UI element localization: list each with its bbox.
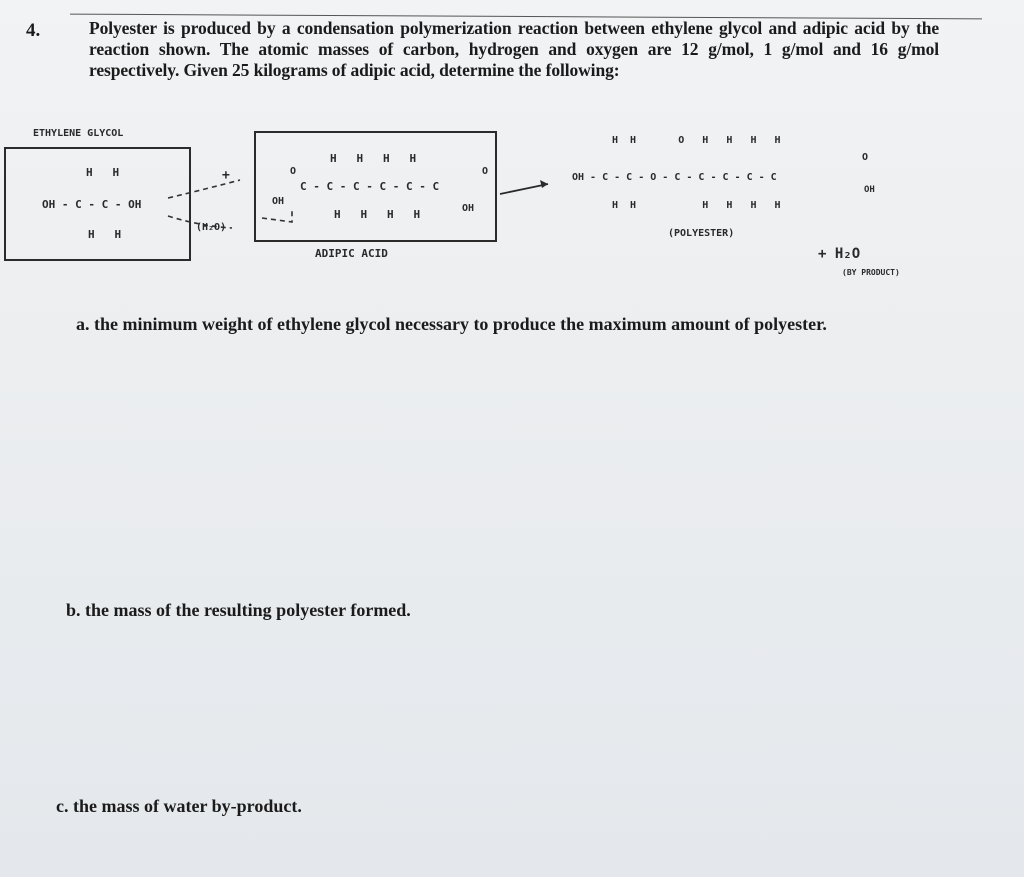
adipic-acid-right-o: O bbox=[482, 166, 489, 177]
part-c-text: the mass of water by-product. bbox=[73, 796, 302, 816]
ethylene-glycol-chain: OH - C - C - OH bbox=[42, 198, 142, 211]
adipic-acid-bottom-h: H H H H bbox=[334, 208, 421, 221]
polyester-top-atoms: H H O H H H H bbox=[612, 135, 781, 146]
part-c-label: c. bbox=[56, 796, 69, 816]
adipic-acid-right-oh: OH bbox=[462, 203, 475, 214]
ethylene-glycol-label: ETHYLENE GLYCOL bbox=[33, 128, 124, 139]
reaction-arrow-line bbox=[500, 184, 548, 194]
plus-sign: + bbox=[222, 168, 230, 183]
adipic-acid-chain: C - C - C - C - C - C bbox=[300, 180, 440, 193]
adipic-acid-left-o: O bbox=[290, 166, 297, 177]
ethylene-glycol-top-h: H H bbox=[86, 166, 120, 179]
part-b bbox=[66, 600, 411, 621]
adipic-acid-label: ADIPIC ACID bbox=[315, 247, 388, 260]
part-a-label: a. bbox=[76, 314, 90, 334]
adipic-acid-top-h: H H H H bbox=[330, 152, 417, 165]
part-b-label: b. bbox=[66, 600, 81, 620]
water-removed-note: (H₂O) bbox=[196, 222, 227, 233]
polyester-label: (POLYESTER) bbox=[668, 228, 735, 239]
adipic-acid-left-oh: OH bbox=[272, 196, 285, 207]
polyester-bottom-atoms: H H H H H H bbox=[612, 200, 781, 211]
polyester-end-oh: OH bbox=[864, 185, 875, 195]
part-c bbox=[56, 796, 302, 817]
part-a-text: the minimum weight of ethylene glycol necessary to produce the maximum amount of polyester. bbox=[94, 314, 827, 334]
polyester-end-o: O bbox=[862, 152, 869, 163]
ethylene-glycol-bottom-h: H H bbox=[88, 228, 122, 241]
polyester-chain: OH - C - C - O - C - C - C - C - C bbox=[572, 172, 777, 183]
part-a bbox=[76, 314, 827, 335]
part-b-text: the mass of the resulting polyester formed. bbox=[85, 600, 411, 620]
water-product-note: (BY PRODUCT) bbox=[842, 268, 900, 277]
question-number: 4. bbox=[26, 20, 41, 41]
water-product: + H₂O bbox=[818, 246, 861, 262]
reaction-arrow-head bbox=[540, 180, 548, 188]
question-prompt: Polyester is produced by a condensation polymerization reaction between ethylene glycol and adipic acid by the reaction shown. The atomic masses of carbon, hydrogen and oxygen are 12 g/mol, 1 g/mol and 16 g/mol respectively. Given 25 kilograms of adipic acid, determine the following: bbox=[89, 18, 939, 80]
